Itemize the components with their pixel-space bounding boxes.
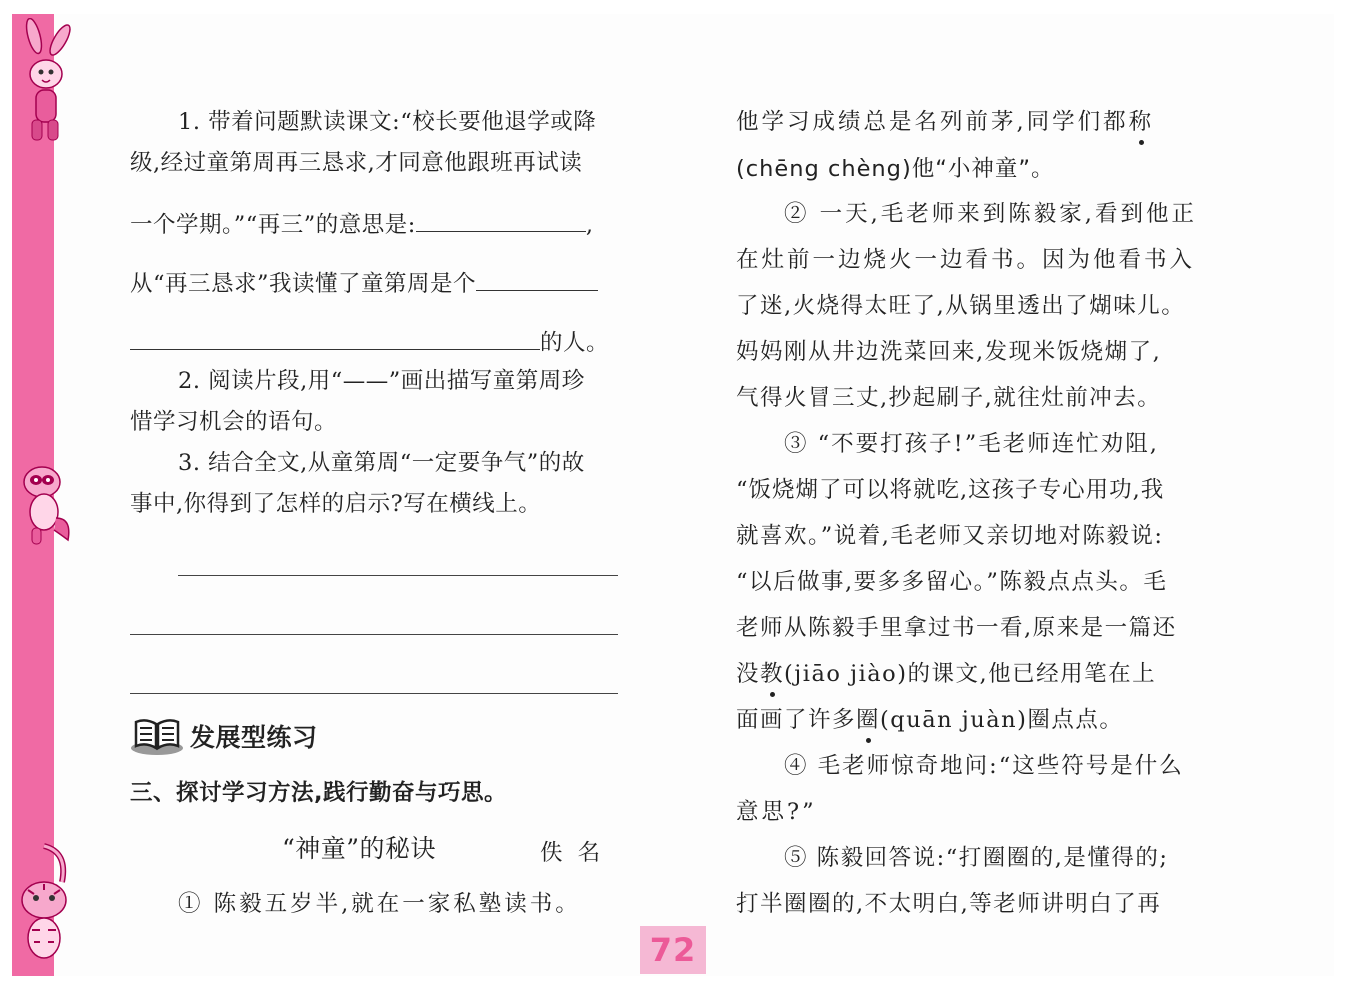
- page-number: 72: [640, 926, 706, 974]
- article-line-14: [736, 705, 1123, 735]
- question-1-line-2: 级,经过童第周再三恳求,才同意他跟班再试读: [130, 150, 583, 176]
- workbook-page: [12, 14, 1334, 976]
- section-title-development: 发展型练习: [190, 723, 318, 752]
- dotted-char-quan: 圈: [856, 707, 881, 733]
- article-line-8: ③ “不要打孩子!”毛老师连忙劝阻,: [784, 431, 1159, 457]
- tiger-mascot-icon: [14, 838, 78, 968]
- article-line-13: [736, 659, 1156, 689]
- article-line-12: 老师从陈毅手里拿过书一看,原来是一篇还: [736, 615, 1177, 641]
- answer-line-2[interactable]: [130, 634, 618, 635]
- article-line-13-text: 没: [736, 661, 761, 687]
- pinyin-choice-quan: (quān juàn)圈点点。: [880, 707, 1124, 733]
- question-1-line-3: [130, 207, 594, 240]
- question-1-text-3: 的人。: [540, 330, 610, 356]
- dotted-char-jiao: 教: [760, 661, 785, 687]
- rabbit-mascot-icon: [16, 18, 78, 148]
- book-icon: [130, 716, 186, 756]
- section-3-heading: 三、探讨学习方法,践行勤奋与巧思。: [130, 780, 508, 806]
- article-line-4: 在灶前一边烧火一边看书。因为他看书入: [736, 247, 1196, 273]
- raccoon-mascot-icon: [16, 460, 76, 550]
- pinyin-choice-cheng: (chēng chèng)他“小神童”。: [736, 156, 1055, 182]
- article-line-5: 了迷,火烧得太旺了,从锅里透出了煳味儿。: [736, 293, 1186, 319]
- article-line-9: “饭烧煳了可以将就吃,这孩子专心用功,我: [736, 477, 1165, 503]
- article-line-18: 打半圈圈的,不太明白,等老师讲明白了再: [736, 891, 1162, 917]
- answer-line-3[interactable]: [130, 693, 618, 694]
- article-line-16: 意思?”: [736, 799, 817, 825]
- article-line-7: 气得火冒三丈,抄起刷子,就往灶前冲去。: [736, 385, 1162, 411]
- question-1-text-2: 从“再三恳求”我读懂了童第周是个: [130, 271, 477, 297]
- article-author: 佚 名: [540, 840, 605, 866]
- article-title: “神童”的秘诀: [282, 834, 437, 863]
- article-line-1: [736, 107, 1154, 137]
- question-1-line-4: [130, 266, 598, 299]
- question-1-line-5: [130, 325, 609, 358]
- article-line-15: ④ 毛老师惊奇地问:“这些符号是什么: [784, 753, 1184, 779]
- article-line-17: ⑤ 陈毅回答说:“打圈圈的,是懂得的;: [784, 845, 1169, 871]
- article-line-10: 就喜欢。”说着,毛老师又亲切地对陈毅说:: [736, 523, 1164, 549]
- answer-blank-meaning[interactable]: [416, 207, 586, 232]
- question-1-text: 一个学期。”“再三”的意思是:: [130, 212, 416, 238]
- question-1-comma: ,: [585, 212, 594, 238]
- answer-blank-person-b[interactable]: [130, 325, 540, 350]
- article-line-11: “以后做事,要多多留心。”陈毅点点头。毛: [736, 569, 1168, 595]
- article-line-14-text: 面画了许多: [736, 707, 857, 733]
- question-2-line-1: 2. 阅读片段,用“——”画出描写童第周珍: [178, 368, 585, 394]
- question-2-line-2: 惜学习机会的语句。: [130, 409, 338, 435]
- paragraph-1-start: ① 陈毅五岁半,就在一家私塾读书。: [178, 891, 581, 917]
- article-line-3: ② 一天,毛老师来到陈毅家,看到他正: [784, 201, 1197, 227]
- article-line-6: 妈妈刚从井边洗菜回来,发现米饭烧煳了,: [736, 339, 1162, 365]
- dotted-char-cheng: 称: [1128, 109, 1155, 135]
- answer-blank-person-a[interactable]: [476, 266, 598, 291]
- answer-line-1[interactable]: [178, 575, 618, 576]
- question-3-line-2: 事中,你得到了怎样的启示?写在横线上。: [130, 491, 542, 517]
- pinyin-choice-jiao: (jiāo jiào)的课文,他已经用笔在上: [784, 661, 1157, 687]
- question-1-line-1: 1. 带着问题默读课文:“校长要他退学或降: [178, 109, 597, 135]
- article-line-1-text: 他学习成绩总是名列前茅,同学们都: [736, 109, 1129, 135]
- question-3-line-1: 3. 结合全文,从童第周“一定要争气”的故: [178, 450, 585, 476]
